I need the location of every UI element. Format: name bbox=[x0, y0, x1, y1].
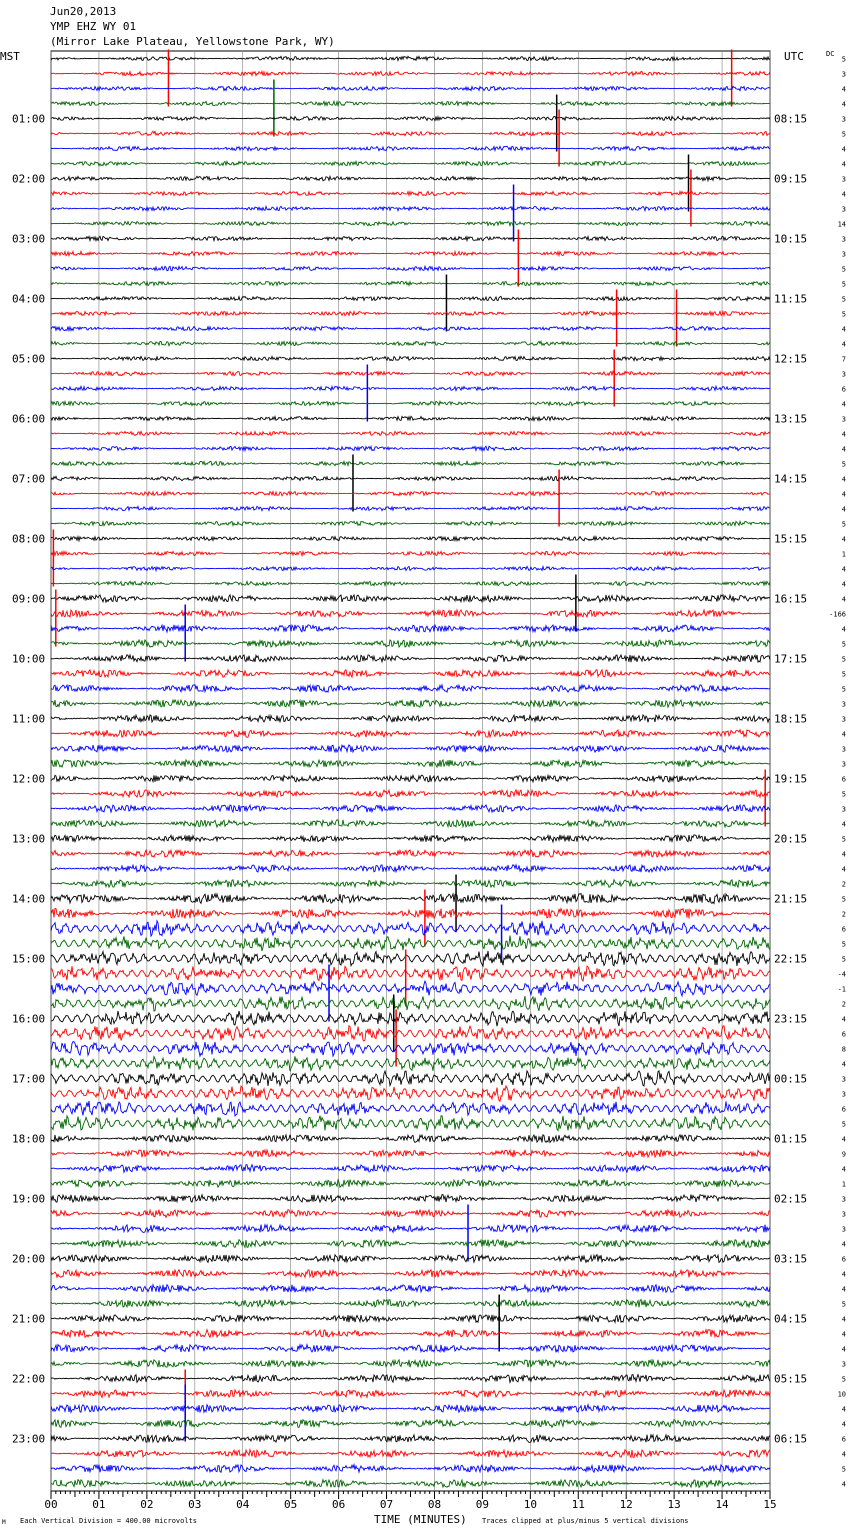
right-hour-label: 18:15 bbox=[774, 712, 808, 726]
left-hour-label: 11:00 bbox=[12, 712, 46, 726]
dc-offset-label: 3 bbox=[841, 700, 846, 709]
corner-mark: M bbox=[2, 1519, 6, 1526]
seismic-trace bbox=[51, 341, 770, 345]
dc-offset-label: 14 bbox=[837, 220, 846, 229]
dc-offset-label: 5 bbox=[841, 130, 846, 139]
seismic-trace bbox=[51, 296, 770, 300]
seismic-trace bbox=[51, 1255, 770, 1263]
x-tick-label: 10 bbox=[523, 1498, 537, 1511]
right-hour-label: 05:15 bbox=[774, 1372, 808, 1386]
seismic-trace bbox=[51, 1450, 770, 1458]
seismic-trace bbox=[51, 880, 770, 887]
left-hour-label: 13:00 bbox=[12, 832, 46, 846]
right-hour-label: 22:15 bbox=[774, 952, 808, 966]
seismic-trace bbox=[51, 1011, 770, 1026]
seismic-trace bbox=[51, 131, 770, 135]
seismic-trace bbox=[51, 805, 770, 812]
dc-offset-label: 4 bbox=[841, 535, 846, 544]
seismic-trace bbox=[51, 775, 770, 782]
x-tick-label: 02 bbox=[140, 1498, 154, 1511]
seismic-trace bbox=[51, 685, 770, 692]
dc-label: DC bbox=[826, 50, 835, 58]
right-hour-label: 09:15 bbox=[774, 172, 808, 186]
dc-offset-label: 5 bbox=[841, 655, 846, 664]
left-hour-label: 02:00 bbox=[12, 172, 46, 186]
seismic-trace bbox=[51, 894, 770, 904]
right-hour-label: 23:15 bbox=[774, 1012, 808, 1026]
dc-offset-label: 3 bbox=[841, 1090, 846, 1099]
traces-layer bbox=[51, 50, 770, 1488]
dc-offset-label: 4 bbox=[841, 1405, 846, 1414]
dc-offset-label: 4 bbox=[841, 1480, 846, 1489]
seismic-trace bbox=[51, 1285, 770, 1293]
seismic-trace bbox=[51, 206, 770, 210]
dc-offset-label: 3 bbox=[841, 205, 846, 214]
seismic-trace bbox=[51, 56, 770, 60]
dc-offset-label: 3 bbox=[841, 175, 846, 184]
dc-offset-label: 5 bbox=[841, 685, 846, 694]
left-hour-label: 15:00 bbox=[12, 952, 46, 966]
dc-offset-label: 4 bbox=[841, 325, 846, 334]
dc-offset-label: 1 bbox=[841, 1180, 846, 1189]
seismic-trace bbox=[51, 282, 770, 286]
dc-offset-label: 6 bbox=[841, 1030, 846, 1039]
seismic-trace bbox=[51, 506, 770, 510]
dc-offset-label: 4 bbox=[841, 160, 846, 169]
seismic-trace bbox=[51, 790, 770, 797]
seismic-trace bbox=[51, 715, 770, 722]
dc-offset-label: 5 bbox=[841, 790, 846, 799]
x-tick-label: 06 bbox=[331, 1498, 346, 1511]
left-zone-label: MST bbox=[0, 50, 20, 63]
right-hour-label: 20:15 bbox=[774, 832, 808, 846]
dc-offset-label: 4 bbox=[841, 1270, 846, 1279]
seismic-trace bbox=[51, 236, 770, 240]
x-tick-label: 09 bbox=[475, 1498, 490, 1511]
dc-offset-label: 4 bbox=[841, 145, 846, 154]
seismic-trace bbox=[51, 1116, 770, 1131]
seismic-trace bbox=[51, 446, 770, 450]
station-label: YMP EHZ WY 01 bbox=[50, 20, 137, 33]
dc-offset-label: 4 bbox=[841, 1330, 846, 1339]
dc-offset-label: 4 bbox=[841, 865, 846, 874]
dc-offset-label: -166 bbox=[829, 610, 846, 619]
dc-offset-label: 3 bbox=[841, 70, 846, 79]
seismic-trace bbox=[51, 936, 770, 951]
seismic-trace bbox=[51, 551, 770, 555]
dc-offset-label: 5 bbox=[841, 460, 846, 469]
dc-offset-label: 4 bbox=[841, 100, 846, 109]
left-hour-label: 03:00 bbox=[12, 232, 46, 246]
x-tick-label: 07 bbox=[379, 1498, 394, 1511]
dc-offset-label: 2 bbox=[841, 880, 846, 889]
seismic-trace bbox=[51, 1210, 770, 1218]
dc-offset-label: 8 bbox=[841, 1045, 846, 1054]
dc-offset-label: 3 bbox=[841, 760, 846, 769]
dc-offset-label: 4 bbox=[841, 430, 846, 439]
dc-offset-label: 4 bbox=[841, 625, 846, 634]
dc-offset-label: 6 bbox=[841, 1435, 846, 1444]
right-hour-label: 10:15 bbox=[774, 232, 808, 246]
seismic-trace bbox=[51, 1270, 770, 1278]
dc-offset-label: 4 bbox=[841, 1345, 846, 1354]
dc-offset-label: 4 bbox=[841, 340, 846, 349]
x-tick-label: 04 bbox=[236, 1498, 250, 1511]
seismic-trace bbox=[51, 1026, 770, 1041]
left-hour-label: 09:00 bbox=[12, 592, 46, 606]
seismic-trace bbox=[51, 835, 770, 842]
seismic-trace bbox=[51, 536, 770, 540]
seismic-trace bbox=[51, 191, 770, 195]
left-hour-label: 22:00 bbox=[12, 1372, 46, 1386]
right-hour-label: 06:15 bbox=[774, 1432, 808, 1446]
right-hour-label: 15:15 bbox=[774, 532, 808, 546]
dc-offset-label: 4 bbox=[841, 1135, 846, 1144]
seismic-trace bbox=[51, 176, 770, 180]
right-hour-label: 13:15 bbox=[774, 412, 808, 426]
dc-offset-label: 2 bbox=[841, 1000, 846, 1009]
dc-offset-label: 3 bbox=[841, 235, 846, 244]
left-hour-label: 04:00 bbox=[12, 292, 46, 306]
seismic-trace bbox=[51, 386, 770, 390]
left-hour-label: 20:00 bbox=[12, 1252, 46, 1266]
dc-offset-label: 5 bbox=[841, 670, 846, 679]
dc-offset-label: 4 bbox=[841, 820, 846, 829]
dc-offset-label: 4 bbox=[841, 730, 846, 739]
dc-offset-label: 5 bbox=[841, 640, 846, 649]
dc-offset-label: 5 bbox=[841, 955, 846, 964]
seismic-trace bbox=[51, 610, 770, 617]
dc-offset-label: 4 bbox=[841, 505, 846, 514]
seismic-trace bbox=[51, 476, 770, 480]
dc-offset-label: 5 bbox=[841, 310, 846, 319]
seismic-trace bbox=[51, 1165, 770, 1173]
seismic-trace bbox=[51, 401, 770, 405]
dc-offset-label: 9 bbox=[841, 1150, 846, 1159]
seismic-trace bbox=[51, 981, 770, 996]
right-zone-label: UTC bbox=[784, 50, 804, 63]
dc-offset-label: 10 bbox=[837, 1390, 846, 1399]
left-hour-label: 06:00 bbox=[12, 412, 46, 426]
seismic-trace bbox=[51, 820, 770, 827]
seismic-trace bbox=[51, 566, 770, 570]
seismic-trace bbox=[51, 86, 770, 90]
dc-offset-label: 3 bbox=[841, 1225, 846, 1234]
seismic-trace bbox=[51, 1375, 770, 1383]
left-hour-label: 23:00 bbox=[12, 1432, 46, 1446]
x-tick-label: 08 bbox=[427, 1498, 442, 1511]
left-hour-label: 17:00 bbox=[12, 1072, 46, 1086]
dc-offset-label: 4 bbox=[841, 1240, 846, 1249]
dc-offset-label: 4 bbox=[841, 1315, 846, 1324]
seismic-trace bbox=[51, 521, 770, 525]
right-hour-label: 17:15 bbox=[774, 652, 808, 666]
seismic-trace bbox=[51, 1225, 770, 1233]
seismic-trace bbox=[51, 1086, 770, 1101]
seismic-trace bbox=[51, 1101, 770, 1116]
x-tick-label: 03 bbox=[188, 1498, 202, 1511]
left-hour-label: 01:00 bbox=[12, 112, 46, 126]
seismic-trace bbox=[51, 431, 770, 435]
seismic-trace bbox=[51, 1180, 770, 1188]
dc-offset-label: 6 bbox=[841, 1255, 846, 1264]
dc-offset-label: 3 bbox=[841, 805, 846, 814]
dc-offset-label: 4 bbox=[841, 1015, 846, 1024]
seismic-trace bbox=[51, 371, 770, 375]
dc-offset-label: 3 bbox=[841, 1195, 846, 1204]
x-tick-label: 13 bbox=[667, 1498, 681, 1511]
right-hour-label: 02:15 bbox=[774, 1192, 808, 1206]
seismic-trace bbox=[51, 326, 770, 330]
dc-offset-label: 4 bbox=[841, 1450, 846, 1459]
right-hour-label: 16:15 bbox=[774, 592, 808, 606]
left-hour-label: 19:00 bbox=[12, 1192, 46, 1206]
seismic-trace bbox=[51, 492, 770, 496]
dc-offset-label: 4 bbox=[841, 445, 846, 454]
right-hour-label: 21:15 bbox=[774, 892, 808, 906]
dc-offset-label: 4 bbox=[841, 490, 846, 499]
seismic-trace bbox=[51, 266, 770, 270]
left-hour-label: 10:00 bbox=[12, 652, 46, 666]
right-hour-label: 19:15 bbox=[774, 772, 808, 786]
seismic-trace bbox=[51, 745, 770, 752]
seismic-trace bbox=[51, 1042, 770, 1056]
dc-offset-label: 3 bbox=[841, 715, 846, 724]
seismic-trace bbox=[51, 581, 770, 585]
seismic-trace bbox=[51, 116, 770, 120]
seismic-trace bbox=[51, 595, 770, 602]
dc-offset-label: 7 bbox=[841, 355, 846, 364]
seismic-trace bbox=[51, 251, 770, 255]
dc-offset-label: 5 bbox=[841, 520, 846, 529]
seismic-trace bbox=[51, 1330, 770, 1338]
seismic-trace bbox=[51, 1135, 770, 1143]
seismic-trace bbox=[51, 1360, 770, 1367]
dc-offset-label: 4 bbox=[841, 475, 846, 484]
dc-offset-label: 5 bbox=[841, 265, 846, 274]
seismic-trace bbox=[51, 1390, 770, 1398]
dc-offset-label: 4 bbox=[841, 850, 846, 859]
dc-offset-label: 4 bbox=[841, 190, 846, 199]
dc-offset-label: 4 bbox=[841, 580, 846, 589]
dc-offset-label: 5 bbox=[841, 1375, 846, 1384]
seismic-trace bbox=[51, 221, 770, 225]
x-tick-label: 15 bbox=[763, 1498, 777, 1511]
dc-offset-label: 5 bbox=[841, 835, 846, 844]
seismic-trace bbox=[51, 356, 770, 360]
x-axis-label: TIME (MINUTES) bbox=[374, 1513, 467, 1526]
dc-offset-label: 5 bbox=[841, 295, 846, 304]
seismic-trace bbox=[51, 1240, 770, 1248]
x-tick-label: 11 bbox=[571, 1498, 585, 1511]
left-hour-label: 16:00 bbox=[12, 1012, 46, 1026]
right-hour-label: 14:15 bbox=[774, 472, 808, 486]
dc-offset-label: 3 bbox=[841, 745, 846, 754]
seismic-trace bbox=[51, 640, 770, 647]
right-hour-label: 11:15 bbox=[774, 292, 808, 306]
dc-offset-label: 6 bbox=[841, 1105, 846, 1114]
left-hour-label: 08:00 bbox=[12, 532, 46, 546]
seismic-trace bbox=[51, 1195, 770, 1203]
date-label: Jun20,2013 bbox=[50, 5, 117, 18]
right-hour-label: 01:15 bbox=[774, 1132, 808, 1146]
location-label: (Mirror Lake Plateau, Yellowstone Park, WY) bbox=[50, 35, 335, 48]
dc-offset-label: 3 bbox=[841, 115, 846, 124]
seismic-trace bbox=[51, 670, 770, 677]
seismic-trace bbox=[51, 146, 770, 150]
left-hour-label: 14:00 bbox=[12, 892, 46, 906]
seismic-trace bbox=[51, 311, 770, 315]
seismic-trace bbox=[51, 1480, 770, 1488]
dc-offset-label: 4 bbox=[841, 565, 846, 574]
x-tick-label: 12 bbox=[619, 1498, 633, 1511]
right-hour-label: 08:15 bbox=[774, 112, 808, 126]
dc-offset-label: 5 bbox=[841, 940, 846, 949]
dc-offset-label: 3 bbox=[841, 250, 846, 259]
right-hour-label: 00:15 bbox=[774, 1072, 808, 1086]
seismic-trace bbox=[51, 625, 770, 632]
scale-note: Each Vertical Division = 400.00 microvolts bbox=[20, 1517, 198, 1525]
seismic-trace bbox=[51, 1056, 770, 1071]
dc-offset-label: 3 bbox=[841, 1075, 846, 1084]
dc-offset-label: 6 bbox=[841, 385, 846, 394]
seismic-trace bbox=[51, 865, 770, 872]
dc-offset-label: 4 bbox=[841, 1420, 846, 1429]
seismic-trace bbox=[51, 655, 770, 662]
x-tick-label: 05 bbox=[284, 1498, 298, 1511]
dc-offset-label: 3 bbox=[841, 1210, 846, 1219]
seismic-trace bbox=[51, 1345, 770, 1353]
left-hour-label: 21:00 bbox=[12, 1312, 46, 1326]
x-tick-label: 01 bbox=[92, 1498, 106, 1511]
clip-note: Traces clipped at plus/minus 5 vertical divisions bbox=[482, 1517, 689, 1525]
dc-offset-label: 4 bbox=[841, 85, 846, 94]
seismic-trace bbox=[51, 760, 770, 767]
seismic-trace bbox=[51, 700, 770, 707]
seismic-trace bbox=[51, 730, 770, 737]
seismic-trace bbox=[51, 1300, 770, 1308]
dc-offset-label: 1 bbox=[841, 550, 846, 559]
seismic-trace bbox=[51, 850, 770, 857]
seismic-trace bbox=[51, 1405, 770, 1413]
dc-offset-label: 3 bbox=[841, 370, 846, 379]
dc-offset-label: 4 bbox=[841, 595, 846, 604]
seismic-trace bbox=[51, 1071, 770, 1086]
dc-offset-label: 5 bbox=[841, 895, 846, 904]
seismic-trace bbox=[51, 1435, 770, 1443]
seismic-trace bbox=[51, 996, 770, 1011]
seismic-trace bbox=[51, 1150, 770, 1157]
seismic-trace bbox=[51, 908, 770, 918]
seismic-trace bbox=[51, 921, 770, 936]
right-hour-label: 03:15 bbox=[774, 1252, 808, 1266]
seismic-trace bbox=[51, 1465, 770, 1473]
dc-offset-label: 3 bbox=[841, 1360, 846, 1369]
dc-offset-label: 4 bbox=[841, 1060, 846, 1069]
dc-offset-label: 4 bbox=[841, 400, 846, 409]
seismic-trace bbox=[51, 161, 770, 165]
seismic-trace bbox=[51, 71, 770, 75]
seismic-trace bbox=[51, 1315, 770, 1323]
dc-offset-label: 4 bbox=[841, 1285, 846, 1294]
right-hour-label: 04:15 bbox=[774, 1312, 808, 1326]
seismic-trace bbox=[51, 966, 770, 981]
left-hour-label: 07:00 bbox=[12, 472, 46, 486]
dc-offset-label: -4 bbox=[837, 970, 846, 979]
left-hour-label: 12:00 bbox=[12, 772, 46, 786]
seismic-trace bbox=[51, 1420, 770, 1428]
dc-offset-label: 5 bbox=[841, 280, 846, 289]
seismic-trace bbox=[51, 416, 770, 420]
x-tick-label: 14 bbox=[715, 1498, 729, 1511]
dc-offset-label: 5 bbox=[841, 1300, 846, 1309]
left-hour-label: 18:00 bbox=[12, 1132, 46, 1146]
seismic-trace bbox=[51, 101, 770, 105]
dc-offset-label: 4 bbox=[841, 1165, 846, 1174]
dc-offset-label: 6 bbox=[841, 775, 846, 784]
dc-offset-label: -1 bbox=[837, 985, 846, 994]
seismic-trace bbox=[51, 461, 770, 465]
dc-offset-label: 3 bbox=[841, 415, 846, 424]
labels-layer bbox=[12, 56, 846, 1512]
dc-offset-label: 5 bbox=[841, 55, 846, 64]
dc-offset-label: 5 bbox=[841, 1465, 846, 1474]
dc-offset-label: 2 bbox=[841, 910, 846, 919]
x-tick-label: 00 bbox=[44, 1498, 58, 1511]
seismic-trace bbox=[51, 951, 770, 966]
dc-offset-label: 5 bbox=[841, 1120, 846, 1129]
dc-offset-label: 6 bbox=[841, 925, 846, 934]
left-hour-label: 05:00 bbox=[12, 352, 46, 366]
right-hour-label: 12:15 bbox=[774, 352, 808, 366]
